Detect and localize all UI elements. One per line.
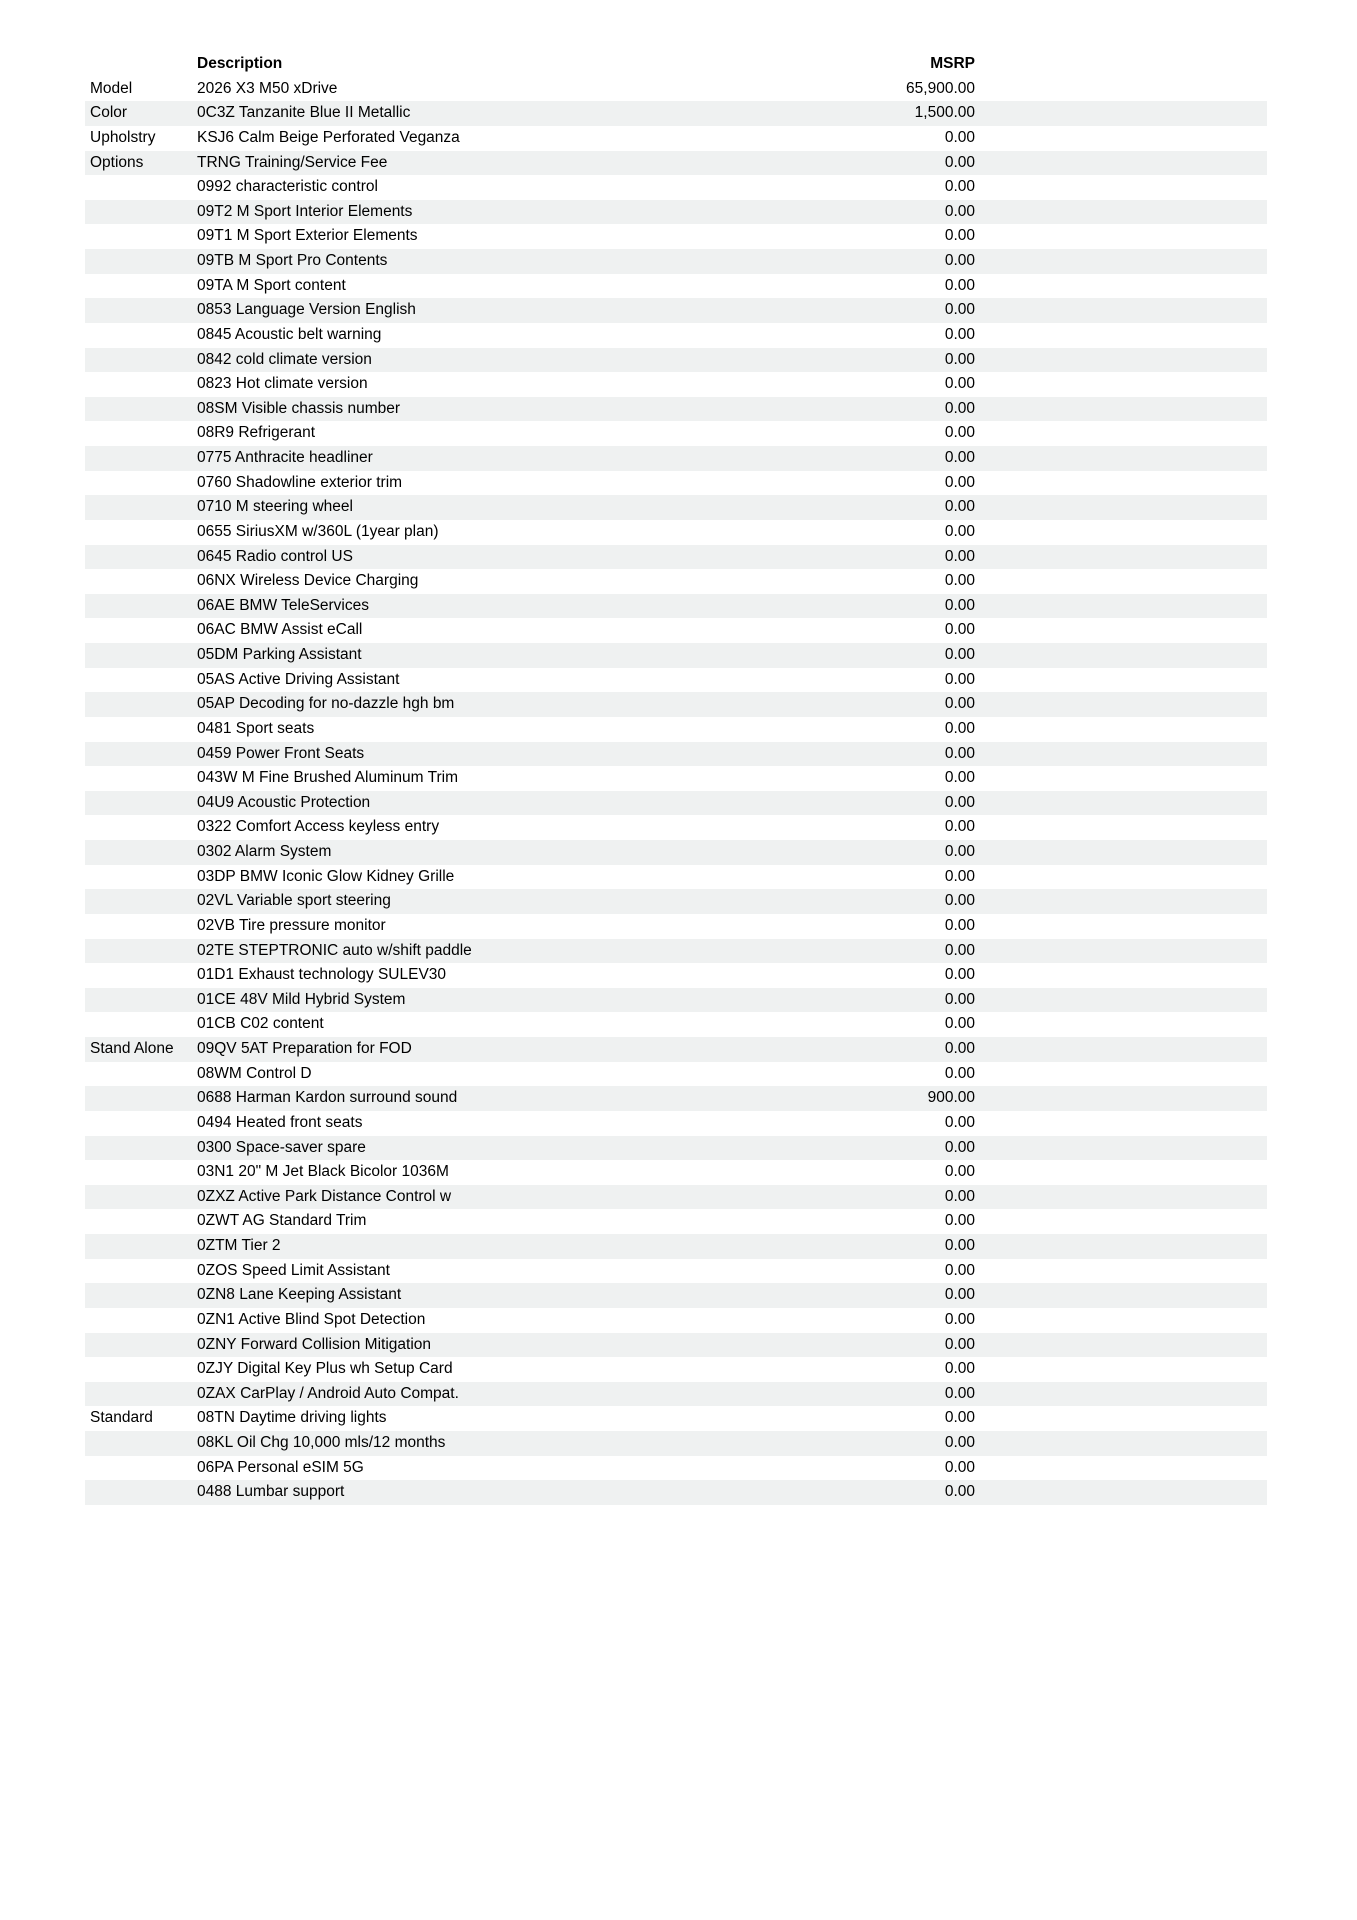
table-row (85, 618, 1267, 643)
row-description: 0ZXZ Active Park Distance Control w (197, 1187, 452, 1205)
table-row (85, 1259, 1267, 1284)
row-msrp-value: 0.00 (944, 153, 975, 171)
row-description: 09TA M Sport content (197, 276, 346, 294)
row-description: 05DM Parking Assistant (197, 646, 362, 663)
row-description: 0ZJY Digital Key Plus wh Setup Card (197, 1360, 453, 1378)
row-msrp-value: 0.00 (944, 719, 975, 737)
row-msrp-value: 0.00 (944, 1212, 975, 1230)
row-description: 0645 Radio control US (197, 547, 353, 565)
row-description: 03DP BMW Iconic Glow Kidney Grille (197, 867, 455, 885)
row-msrp-value: 0.00 (944, 1310, 975, 1328)
table-row (85, 200, 1267, 225)
row-description: 0494 Heated front seats (197, 1113, 363, 1131)
table-row (85, 840, 1267, 865)
table-row (85, 1012, 1267, 1037)
row-description: 0322 Comfort Access keyless entry (197, 818, 440, 836)
row-msrp-value: 0.00 (944, 547, 975, 565)
table-body (85, 77, 1267, 1505)
table-row (85, 151, 1267, 176)
row-msrp-value: 0.00 (944, 1286, 975, 1304)
row-description: 06AC BMW Assist eCall (197, 621, 363, 639)
row-msrp-value: 0.00 (944, 1360, 975, 1378)
row-msrp-value: 0.00 (944, 1138, 975, 1156)
row-description: 06PA Personal eSIM 5G (197, 1458, 364, 1476)
table-row (85, 1333, 1267, 1358)
row-msrp-value: 0.00 (944, 399, 975, 417)
row-description: 02TE STEPTRONIC auto w/shift paddle (197, 941, 472, 959)
row-category-label: Standard (90, 1409, 153, 1427)
row-msrp-value: 0.00 (944, 769, 975, 787)
row-description: 0992 characteristic control (197, 178, 378, 196)
table-row (85, 175, 1267, 200)
row-description: 0853 Language Version English (197, 301, 416, 319)
row-msrp-value: 0.00 (944, 202, 975, 220)
row-description: 0ZOS Speed Limit Assistant (197, 1261, 390, 1279)
row-msrp-value: 0.00 (944, 621, 975, 639)
row-description: 08SM Visible chassis number (197, 399, 401, 417)
table-row (85, 249, 1267, 274)
table-row (85, 298, 1267, 323)
table-row (85, 1209, 1267, 1234)
row-description: 05AP Decoding for no-dazzle hgh bm (197, 695, 455, 713)
table-row (85, 1062, 1267, 1087)
row-description: 2026 X3 M50 xDrive (197, 79, 338, 97)
row-description: 02VB Tire pressure monitor (197, 916, 386, 934)
row-description: TRNG Training/Service Fee (197, 153, 388, 171)
table-row (85, 495, 1267, 520)
row-description: 0710 M steering wheel (197, 498, 353, 516)
table-row (85, 1185, 1267, 1210)
row-description: 09QV 5AT Preparation for FOD (197, 1040, 412, 1057)
row-description: 0459 Power Front Seats (197, 744, 365, 762)
row-msrp-value: 0.00 (944, 1015, 975, 1033)
row-msrp-value: 0.00 (944, 1113, 975, 1131)
row-msrp-value: 0.00 (944, 916, 975, 934)
table-row (85, 1456, 1267, 1481)
table-row (85, 1480, 1267, 1505)
table-row (85, 323, 1267, 348)
table-row (85, 742, 1267, 767)
row-description: 08R9 Refrigerant (197, 424, 316, 442)
row-msrp-value: 0.00 (944, 843, 975, 860)
row-msrp-value: 0.00 (944, 695, 975, 713)
row-category-label: Color (90, 104, 128, 122)
table-row (85, 643, 1267, 668)
table-row (85, 545, 1267, 570)
row-description: 0300 Space-saver spare (197, 1138, 366, 1156)
row-msrp-value: 0.00 (944, 596, 975, 614)
row-description: 08WM Control D (197, 1064, 312, 1082)
row-msrp-value: 0.00 (944, 1384, 975, 1402)
row-description: 0842 cold climate version (197, 350, 372, 368)
table-row (85, 815, 1267, 840)
row-msrp-value: 0.00 (944, 670, 975, 688)
row-description: 08TN Daytime driving lights (197, 1409, 387, 1427)
table-row (85, 1283, 1267, 1308)
row-msrp-value: 0.00 (944, 1064, 975, 1082)
row-description: 0775 Anthracite headliner (197, 449, 373, 466)
row-msrp-value: 0.00 (944, 301, 975, 319)
row-msrp-value: 0.00 (944, 966, 975, 984)
table-row (85, 889, 1267, 914)
row-category-label: Stand Alone (90, 1040, 174, 1057)
table-header-row (85, 52, 1267, 77)
row-description: 01D1 Exhaust technology SULEV30 (197, 966, 447, 984)
table-row (85, 126, 1267, 151)
row-description: 0655 SiriusXM w/360L (1year plan) (197, 522, 439, 540)
row-msrp-value: 0.00 (944, 892, 975, 910)
row-description: 06NX Wireless Device Charging (197, 572, 419, 590)
table-row (85, 101, 1267, 126)
row-msrp-value: 0.00 (944, 375, 975, 393)
row-msrp-value: 0.00 (944, 522, 975, 540)
row-msrp-value: 1,500.00 (914, 104, 975, 122)
row-description: 08KL Oil Chg 10,000 mls/12 months (197, 1434, 446, 1451)
row-msrp-value: 0.00 (944, 449, 975, 466)
row-msrp-value: 0.00 (944, 1434, 975, 1451)
row-description: 06AE BMW TeleServices (197, 596, 369, 614)
row-msrp-value: 0.00 (944, 572, 975, 590)
table-row (85, 348, 1267, 373)
description-column-header: Description (197, 55, 283, 72)
row-msrp-value: 0.00 (944, 325, 975, 343)
row-msrp-value: 0.00 (944, 1483, 975, 1501)
table-row (85, 668, 1267, 693)
row-msrp-value: 0.00 (944, 1458, 975, 1476)
table-row (85, 520, 1267, 545)
row-description: 0481 Sport seats (197, 719, 315, 737)
row-msrp-value: 0.00 (944, 990, 975, 1008)
row-msrp-value: 0.00 (944, 1163, 975, 1181)
row-description: 01CB C02 content (197, 1015, 324, 1033)
row-description: 0760 Shadowline exterior trim (197, 473, 403, 491)
table-row (85, 791, 1267, 816)
row-description: 0688 Harman Kardon surround sound (197, 1089, 458, 1107)
row-category-label: Upholstry (90, 128, 156, 146)
table-row (85, 766, 1267, 791)
row-description: 0ZNY Forward Collision Mitigation (197, 1335, 432, 1353)
table-row (85, 1037, 1267, 1062)
table-row (85, 1382, 1267, 1407)
row-description: 02VL Variable sport steering (197, 892, 391, 910)
row-category-label: Options (90, 153, 144, 171)
table-row (85, 1160, 1267, 1185)
row-msrp-value: 0.00 (944, 276, 975, 294)
table-row (85, 224, 1267, 249)
row-msrp-value: 0.00 (944, 744, 975, 762)
row-msrp-value: 0.00 (944, 424, 975, 442)
row-description: 0ZN8 Lane Keeping Assistant (197, 1286, 402, 1304)
row-category-label: Model (90, 79, 133, 97)
row-description: 04U9 Acoustic Protection (197, 793, 371, 811)
table-row (85, 77, 1267, 102)
table-row (85, 963, 1267, 988)
row-msrp-value: 0.00 (944, 1261, 975, 1279)
table-row (85, 471, 1267, 496)
row-description: 0823 Hot climate version (197, 375, 368, 393)
row-msrp-value: 0.00 (944, 128, 975, 146)
table-row (85, 914, 1267, 939)
row-msrp-value: 0.00 (944, 498, 975, 516)
table-row (85, 594, 1267, 619)
msrp-column-header: MSRP (930, 55, 975, 72)
row-description: 0C3Z Tanzanite Blue II Metallic (197, 104, 411, 122)
row-msrp-value: 0.00 (944, 1237, 975, 1254)
row-description: 0ZTM Tier 2 (197, 1237, 281, 1254)
table-row (85, 692, 1267, 717)
row-msrp-value: 0.00 (944, 1040, 975, 1057)
row-description: 03N1 20" M Jet Black Bicolor 1036M (197, 1163, 449, 1181)
row-msrp-value: 0.00 (944, 227, 975, 245)
row-msrp-value: 0.00 (944, 941, 975, 959)
row-msrp-value: 0.00 (944, 350, 975, 368)
table-row (85, 274, 1267, 299)
table-row (85, 421, 1267, 446)
row-description: 0845 Acoustic belt warning (197, 325, 382, 343)
row-msrp-value: 0.00 (944, 178, 975, 196)
row-msrp-value: 0.00 (944, 252, 975, 269)
row-msrp-value: 0.00 (944, 867, 975, 885)
table-row (85, 1406, 1267, 1431)
table-row (85, 397, 1267, 422)
row-msrp-value: 0.00 (944, 473, 975, 491)
row-description: 09T1 M Sport Exterior Elements (197, 227, 418, 245)
row-msrp-value: 0.00 (944, 1187, 975, 1205)
row-description: 0ZAX CarPlay / Android Auto Compat. (197, 1384, 459, 1402)
table-row (85, 1234, 1267, 1259)
row-msrp-value: 0.00 (944, 1409, 975, 1427)
table-row (85, 372, 1267, 397)
row-description: 01CE 48V Mild Hybrid System (197, 990, 406, 1008)
row-description: 0302 Alarm System (197, 843, 332, 860)
table-row (85, 1086, 1267, 1111)
row-msrp-value: 900.00 (927, 1089, 975, 1107)
row-msrp-value: 65,900.00 (906, 79, 975, 97)
table-row (85, 939, 1267, 964)
row-msrp-value: 0.00 (944, 793, 975, 811)
row-msrp-value: 0.00 (944, 1335, 975, 1353)
table-row (85, 1136, 1267, 1161)
table-row (85, 446, 1267, 471)
table-row (85, 717, 1267, 742)
row-description: 0ZWT AG Standard Trim (197, 1212, 367, 1230)
row-msrp-value: 0.00 (944, 646, 975, 663)
table-row (85, 865, 1267, 890)
pricing-table (85, 52, 1267, 1505)
table-row (85, 569, 1267, 594)
row-description: 09T2 M Sport Interior Elements (197, 202, 413, 220)
row-description: 043W M Fine Brushed Aluminum Trim (197, 769, 459, 787)
table-row (85, 988, 1267, 1013)
row-msrp-value: 0.00 (944, 818, 975, 836)
row-description: 0488 Lumbar support (197, 1483, 345, 1501)
table-row (85, 1308, 1267, 1333)
row-description: 0ZN1 Active Blind Spot Detection (197, 1310, 426, 1328)
table-row (85, 1431, 1267, 1456)
row-description: 09TB M Sport Pro Contents (197, 252, 388, 269)
table-row (85, 1357, 1267, 1382)
table-row (85, 1111, 1267, 1136)
row-description: 05AS Active Driving Assistant (197, 670, 400, 688)
row-description: KSJ6 Calm Beige Perforated Veganza (197, 128, 460, 146)
